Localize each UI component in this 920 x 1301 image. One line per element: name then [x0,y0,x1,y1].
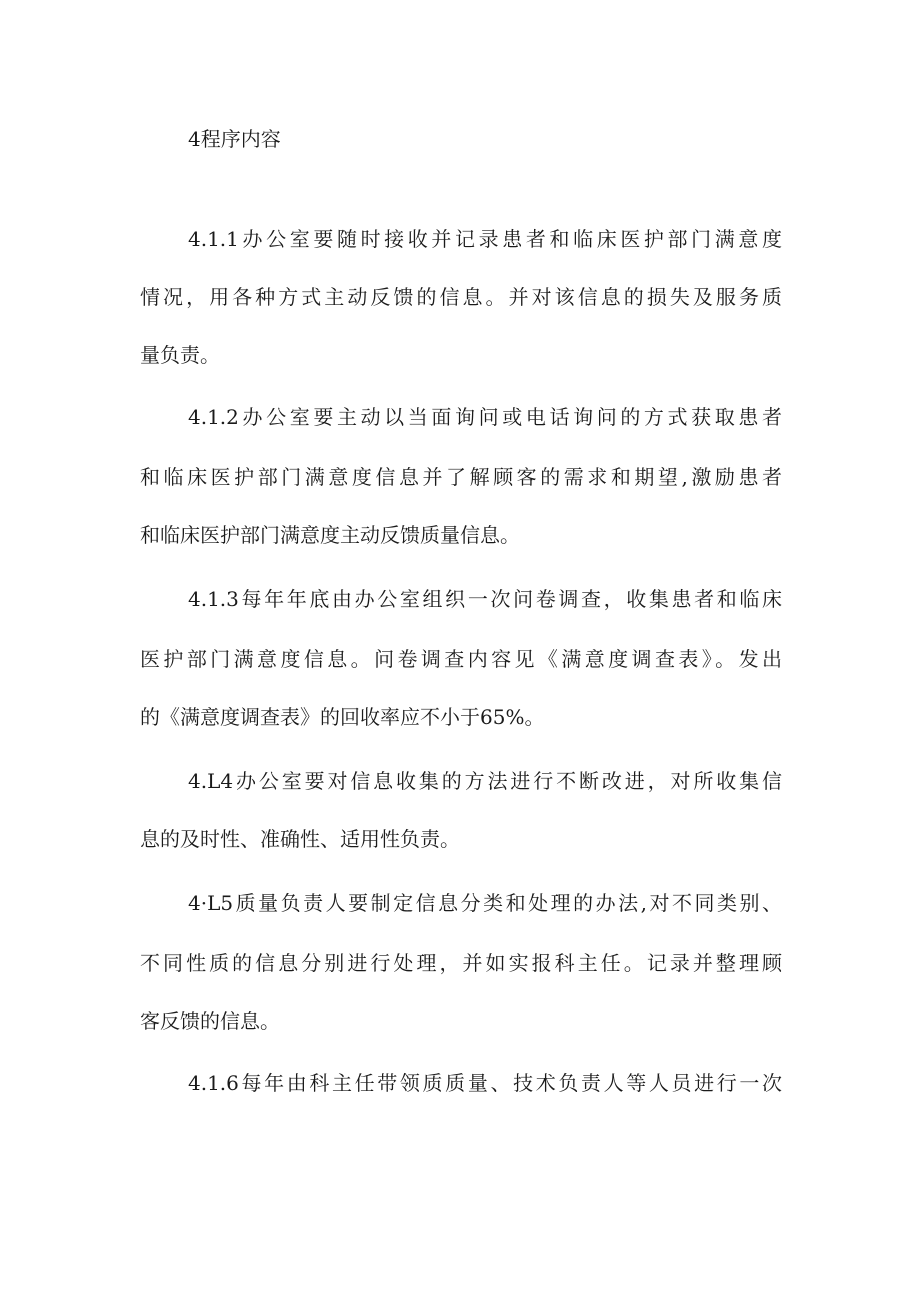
paragraph-1-line-1: 4.1.1办公室要随时接收并记录患者和临床医护部门满意度 [188,227,782,251]
paragraph-5-line-1: 4·L5质量负责人要制定信息分类和处理的办法,对不同类别、 [188,891,782,915]
paragraph-6-line-1: 4.1.6每年由科主任带领质质量、技术负责人等人员进行一次 [188,1071,782,1095]
paragraph-3-line-1: 4.1.3每年年底由办公室组织一次问卷调查，收集患者和临床 [188,587,782,611]
paragraph-2-line-2: 和临床医护部门满意度信息并了解顾客的需求和期望,激励患者 [140,465,782,489]
paragraph-1-line-2: 情况，用各种方式主动反馈的信息。并对该信息的损失及服务质 [140,285,782,309]
paragraph-3-line-2: 医护部门满意度信息。问卷调查内容见《满意度调查表》。发出 [140,647,782,671]
paragraph-5-line-2: 不同性质的信息分别进行处理，并如实报科主任。记录并整理顾 [140,951,782,975]
section-heading: 4程序内容 [188,127,281,151]
paragraph-2-line-3: 和临床医护部门满意度主动反馈质量信息。 [140,523,520,547]
paragraph-2-line-1: 4.1.2办公室要主动以当面询问或电话询问的方式获取患者 [188,405,782,429]
paragraph-4-line-1: 4.L4办公室要对信息收集的方法进行不断改进，对所收集信 [188,769,782,793]
paragraph-5-line-3: 客反馈的信息。 [140,1009,280,1033]
paragraph-3-line-3: 的《满意度调查表》的回收率应不小于65%。 [140,705,545,729]
paragraph-1-line-3: 量负责。 [140,343,220,367]
paragraph-4-line-2: 息的及时性、准确性、适用性负责。 [140,827,460,851]
